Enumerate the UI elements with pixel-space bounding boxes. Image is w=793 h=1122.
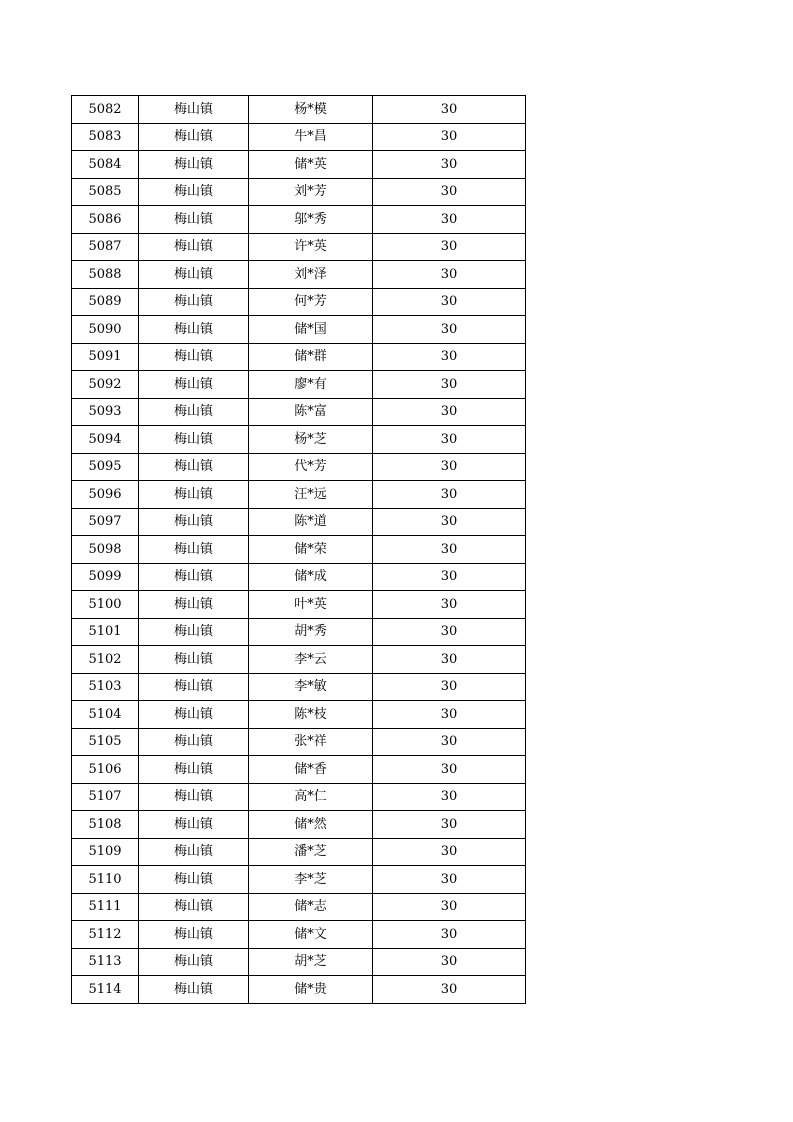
- serial-number-cell: 5113: [72, 948, 139, 976]
- name-cell: 储*群: [249, 343, 373, 371]
- serial-number-cell: 5110: [72, 866, 139, 894]
- name-cell: 胡*秀: [249, 618, 373, 646]
- serial-number-cell: 5114: [72, 976, 139, 1004]
- serial-number-cell: 5096: [72, 481, 139, 509]
- name-cell: 储*成: [249, 563, 373, 591]
- town-cell: 梅山镇: [139, 536, 249, 564]
- name-cell: 储*荣: [249, 536, 373, 564]
- name-cell: 许*英: [249, 233, 373, 261]
- table-row: [72, 426, 526, 454]
- name-cell: 刘*芳: [249, 178, 373, 206]
- serial-number-cell: 5093: [72, 398, 139, 426]
- serial-number-cell: 5083: [72, 123, 139, 151]
- name-cell: 陈*道: [249, 508, 373, 536]
- town-cell: 梅山镇: [139, 398, 249, 426]
- table-row: [72, 811, 526, 839]
- town-cell: 梅山镇: [139, 261, 249, 289]
- town-cell: 梅山镇: [139, 426, 249, 454]
- table-row: [72, 371, 526, 399]
- serial-number-cell: 5103: [72, 673, 139, 701]
- table-row: [72, 206, 526, 234]
- table-row: [72, 756, 526, 784]
- name-cell: 陈*富: [249, 398, 373, 426]
- amount-cell: 30: [373, 701, 526, 729]
- town-cell: 梅山镇: [139, 453, 249, 481]
- town-cell: 梅山镇: [139, 921, 249, 949]
- table-row: [72, 536, 526, 564]
- serial-number-cell: 5099: [72, 563, 139, 591]
- table-row: [72, 453, 526, 481]
- table-row: [72, 261, 526, 289]
- name-cell: 高*仁: [249, 783, 373, 811]
- amount-cell: 30: [373, 563, 526, 591]
- name-cell: 储*香: [249, 756, 373, 784]
- serial-number-cell: 5106: [72, 756, 139, 784]
- name-cell: 代*芳: [249, 453, 373, 481]
- amount-cell: 30: [373, 453, 526, 481]
- town-cell: 梅山镇: [139, 756, 249, 784]
- name-cell: 李*敏: [249, 673, 373, 701]
- name-cell: 邬*秀: [249, 206, 373, 234]
- serial-number-cell: 5089: [72, 288, 139, 316]
- amount-cell: 30: [373, 756, 526, 784]
- town-cell: 梅山镇: [139, 646, 249, 674]
- serial-number-cell: 5101: [72, 618, 139, 646]
- serial-number-cell: 5095: [72, 453, 139, 481]
- amount-cell: 30: [373, 233, 526, 261]
- name-cell: 杨*芝: [249, 426, 373, 454]
- name-cell: 李*云: [249, 646, 373, 674]
- town-cell: 梅山镇: [139, 811, 249, 839]
- table-row: [72, 866, 526, 894]
- name-cell: 潘*芝: [249, 838, 373, 866]
- name-cell: 储*志: [249, 893, 373, 921]
- name-cell: 陈*枝: [249, 701, 373, 729]
- name-cell: 张*祥: [249, 728, 373, 756]
- town-cell: 梅山镇: [139, 673, 249, 701]
- serial-number-cell: 5085: [72, 178, 139, 206]
- amount-cell: 30: [373, 206, 526, 234]
- serial-number-cell: 5111: [72, 893, 139, 921]
- table-row: [72, 316, 526, 344]
- town-cell: 梅山镇: [139, 343, 249, 371]
- table-row: [72, 893, 526, 921]
- name-cell: 刘*泽: [249, 261, 373, 289]
- table-row: [72, 151, 526, 179]
- amount-cell: 30: [373, 151, 526, 179]
- amount-cell: 30: [373, 288, 526, 316]
- serial-number-cell: 5108: [72, 811, 139, 839]
- amount-cell: 30: [373, 316, 526, 344]
- town-cell: 梅山镇: [139, 178, 249, 206]
- table-row: [72, 701, 526, 729]
- table-row: [72, 343, 526, 371]
- amount-cell: 30: [373, 508, 526, 536]
- amount-cell: 30: [373, 481, 526, 509]
- amount-cell: 30: [373, 371, 526, 399]
- serial-number-cell: 5092: [72, 371, 139, 399]
- town-cell: 梅山镇: [139, 838, 249, 866]
- serial-number-cell: 5104: [72, 701, 139, 729]
- serial-number-cell: 5094: [72, 426, 139, 454]
- table-row: [72, 233, 526, 261]
- town-cell: 梅山镇: [139, 948, 249, 976]
- table-row: [72, 398, 526, 426]
- amount-cell: 30: [373, 398, 526, 426]
- town-cell: 梅山镇: [139, 233, 249, 261]
- name-cell: 储*文: [249, 921, 373, 949]
- name-cell: 储*然: [249, 811, 373, 839]
- table-row: [72, 673, 526, 701]
- amount-cell: 30: [373, 811, 526, 839]
- amount-cell: 30: [373, 261, 526, 289]
- town-cell: 梅山镇: [139, 893, 249, 921]
- table-row: [72, 838, 526, 866]
- table-row: [72, 178, 526, 206]
- table-row: [72, 976, 526, 1004]
- town-cell: 梅山镇: [139, 151, 249, 179]
- table-row: [72, 618, 526, 646]
- serial-number-cell: 5100: [72, 591, 139, 619]
- table-row: [72, 563, 526, 591]
- amount-cell: 30: [373, 728, 526, 756]
- serial-number-cell: 5112: [72, 921, 139, 949]
- table-row: [72, 591, 526, 619]
- amount-cell: 30: [373, 96, 526, 124]
- table-row: [72, 508, 526, 536]
- amount-cell: 30: [373, 618, 526, 646]
- serial-number-cell: 5098: [72, 536, 139, 564]
- serial-number-cell: 5091: [72, 343, 139, 371]
- name-cell: 杨*模: [249, 96, 373, 124]
- serial-number-cell: 5086: [72, 206, 139, 234]
- town-cell: 梅山镇: [139, 481, 249, 509]
- name-cell: 牛*昌: [249, 123, 373, 151]
- table-row: [72, 288, 526, 316]
- amount-cell: 30: [373, 646, 526, 674]
- town-cell: 梅山镇: [139, 866, 249, 894]
- amount-cell: 30: [373, 921, 526, 949]
- table-row: [72, 481, 526, 509]
- name-cell: 廖*有: [249, 371, 373, 399]
- town-cell: 梅山镇: [139, 371, 249, 399]
- table-row: [72, 96, 526, 124]
- name-cell: 储*国: [249, 316, 373, 344]
- amount-cell: 30: [373, 866, 526, 894]
- name-cell: 胡*芝: [249, 948, 373, 976]
- serial-number-cell: 5107: [72, 783, 139, 811]
- town-cell: 梅山镇: [139, 288, 249, 316]
- serial-number-cell: 5109: [72, 838, 139, 866]
- table-body: [72, 96, 526, 1004]
- amount-cell: 30: [373, 591, 526, 619]
- amount-cell: 30: [373, 893, 526, 921]
- town-cell: 梅山镇: [139, 618, 249, 646]
- town-cell: 梅山镇: [139, 206, 249, 234]
- table-row: [72, 921, 526, 949]
- table-row: [72, 948, 526, 976]
- amount-cell: 30: [373, 426, 526, 454]
- serial-number-cell: 5082: [72, 96, 139, 124]
- amount-cell: 30: [373, 343, 526, 371]
- town-cell: 梅山镇: [139, 316, 249, 344]
- serial-number-cell: 5090: [72, 316, 139, 344]
- town-cell: 梅山镇: [139, 976, 249, 1004]
- name-cell: 储*贵: [249, 976, 373, 1004]
- town-cell: 梅山镇: [139, 96, 249, 124]
- name-cell: 李*芝: [249, 866, 373, 894]
- table-row: [72, 123, 526, 151]
- serial-number-cell: 5105: [72, 728, 139, 756]
- town-cell: 梅山镇: [139, 783, 249, 811]
- amount-cell: 30: [373, 948, 526, 976]
- town-cell: 梅山镇: [139, 701, 249, 729]
- town-cell: 梅山镇: [139, 563, 249, 591]
- table-row: [72, 728, 526, 756]
- amount-cell: 30: [373, 536, 526, 564]
- amount-cell: 30: [373, 123, 526, 151]
- serial-number-cell: 5097: [72, 508, 139, 536]
- table-row: [72, 646, 526, 674]
- town-cell: 梅山镇: [139, 123, 249, 151]
- serial-number-cell: 5088: [72, 261, 139, 289]
- amount-cell: 30: [373, 976, 526, 1004]
- amount-cell: 30: [373, 673, 526, 701]
- subsidy-table: [71, 95, 526, 1004]
- name-cell: 何*芳: [249, 288, 373, 316]
- amount-cell: 30: [373, 178, 526, 206]
- amount-cell: 30: [373, 838, 526, 866]
- name-cell: 储*英: [249, 151, 373, 179]
- name-cell: 汪*远: [249, 481, 373, 509]
- serial-number-cell: 5102: [72, 646, 139, 674]
- serial-number-cell: 5084: [72, 151, 139, 179]
- town-cell: 梅山镇: [139, 508, 249, 536]
- amount-cell: 30: [373, 783, 526, 811]
- town-cell: 梅山镇: [139, 728, 249, 756]
- table-row: [72, 783, 526, 811]
- name-cell: 叶*英: [249, 591, 373, 619]
- serial-number-cell: 5087: [72, 233, 139, 261]
- town-cell: 梅山镇: [139, 591, 249, 619]
